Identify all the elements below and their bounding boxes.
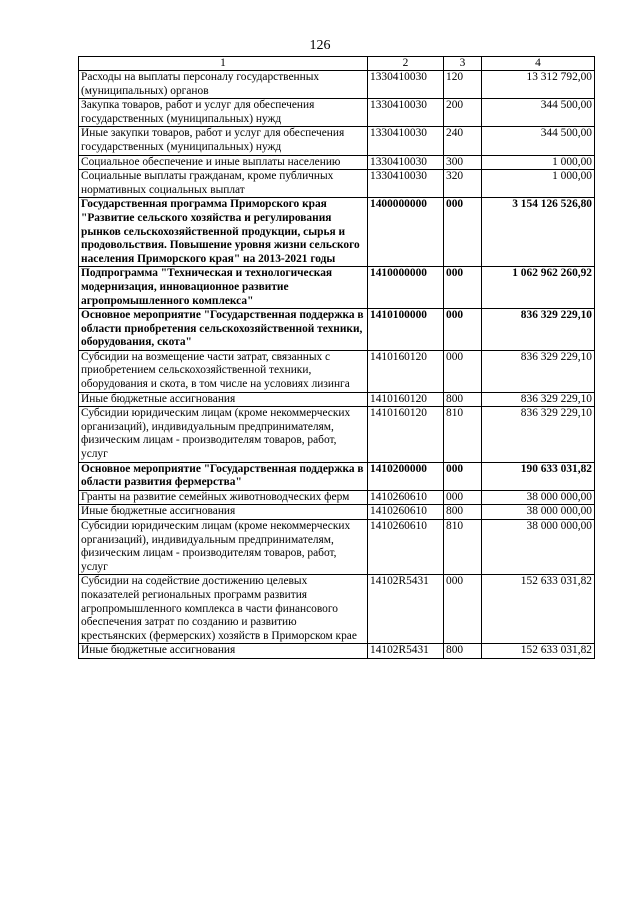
row-name-cell: Гранты на развитие семейных животноводческих ферм xyxy=(79,490,368,505)
row-amount-cell: 1 062 962 260,92 xyxy=(482,267,595,309)
table-row xyxy=(79,392,595,407)
budget-table xyxy=(78,56,595,659)
table-row xyxy=(79,490,595,505)
row-code-cell: 1400000000 xyxy=(368,198,444,267)
row-code-cell: 14102R5431 xyxy=(368,575,444,644)
row-type-cell: 200 xyxy=(444,99,482,127)
table-row xyxy=(79,267,595,309)
row-amount-cell: 836 329 229,10 xyxy=(482,407,595,462)
row-type-cell: 000 xyxy=(444,462,482,490)
row-name-cell: Социальное обеспечение и иные выплаты населению xyxy=(79,155,368,170)
table-row xyxy=(79,71,595,99)
row-amount-cell: 344 500,00 xyxy=(482,99,595,127)
row-name-cell: Иные закупки товаров, работ и услуг для обеспечения государственных (муниципальных) нужд xyxy=(79,127,368,155)
table-row xyxy=(79,350,595,392)
row-amount-cell: 1 000,00 xyxy=(482,170,595,198)
table-row xyxy=(79,462,595,490)
row-type-cell: 120 xyxy=(444,71,482,99)
row-amount-cell: 1 000,00 xyxy=(482,155,595,170)
table-row xyxy=(79,520,595,575)
table-row xyxy=(79,99,595,127)
column-header-4: 4 xyxy=(482,57,595,71)
table-row xyxy=(79,309,595,351)
row-name-cell: Субсидии юридическим лицам (кроме некоммерческих организаций), индивидуальным предпринимателям, физическим лицам - производителям товаров, работ, услуг xyxy=(79,520,368,575)
row-name-cell: Основное мероприятие "Государственная поддержка в области развития фермерства" xyxy=(79,462,368,490)
row-code-cell: 1330410030 xyxy=(368,170,444,198)
row-code-cell: 1330410030 xyxy=(368,99,444,127)
row-code-cell: 14102R5431 xyxy=(368,644,444,659)
row-code-cell: 1410100000 xyxy=(368,309,444,351)
table-row xyxy=(79,170,595,198)
table-row xyxy=(79,644,595,659)
table-row xyxy=(79,407,595,462)
row-amount-cell: 836 329 229,10 xyxy=(482,392,595,407)
row-amount-cell: 152 633 031,82 xyxy=(482,644,595,659)
row-code-cell: 1410200000 xyxy=(368,462,444,490)
row-name-cell: Иные бюджетные ассигнования xyxy=(79,505,368,520)
row-name-cell: Субсидии на содействие достижению целевых показателей региональных программ развития агропромышленного комплекса в части финансового обеспечения затрат по созданию и развитию крестьянских (фермерских) хозяйств в Приморском крае xyxy=(79,575,368,644)
row-amount-cell: 344 500,00 xyxy=(482,127,595,155)
row-amount-cell: 190 633 031,82 xyxy=(482,462,595,490)
row-type-cell: 320 xyxy=(444,170,482,198)
row-amount-cell: 836 329 229,10 xyxy=(482,309,595,351)
row-type-cell: 240 xyxy=(444,127,482,155)
row-name-cell: Субсидии юридическим лицам (кроме некоммерческих организаций), индивидуальным предпринимателям, физическим лицам - производителям товаров, работ, услуг xyxy=(79,407,368,462)
row-amount-cell: 38 000 000,00 xyxy=(482,505,595,520)
row-code-cell: 1410260610 xyxy=(368,520,444,575)
column-header-2: 2 xyxy=(368,57,444,71)
table-row xyxy=(79,575,595,644)
row-amount-cell: 13 312 792,00 xyxy=(482,71,595,99)
table-row xyxy=(79,505,595,520)
row-name-cell: Расходы на выплаты персоналу государственных (муниципальных) органов xyxy=(79,71,368,99)
row-type-cell: 810 xyxy=(444,407,482,462)
row-type-cell: 000 xyxy=(444,350,482,392)
row-type-cell: 000 xyxy=(444,309,482,351)
table-row xyxy=(79,127,595,155)
row-code-cell: 1330410030 xyxy=(368,155,444,170)
row-code-cell: 1410260610 xyxy=(368,505,444,520)
row-code-cell: 1330410030 xyxy=(368,71,444,99)
row-type-cell: 810 xyxy=(444,520,482,575)
row-amount-cell: 152 633 031,82 xyxy=(482,575,595,644)
table-row xyxy=(79,198,595,267)
page-number: 126 xyxy=(309,38,331,53)
row-amount-cell: 836 329 229,10 xyxy=(482,350,595,392)
row-type-cell: 000 xyxy=(444,490,482,505)
row-name-cell: Государственная программа Приморского края "Развитие сельского хозяйства и регулирования рынков сельскохозяйственной продукции, сырья и продовольствия. Повышение уровня жизни сельского населения Приморского края" на 2013-2021 годы xyxy=(79,198,368,267)
row-amount-cell: 38 000 000,00 xyxy=(482,490,595,505)
row-name-cell: Иные бюджетные ассигнования xyxy=(79,392,368,407)
row-code-cell: 1410160120 xyxy=(368,392,444,407)
row-name-cell: Субсидии на возмещение части затрат, связанных с приобретением сельскохозяйственной техники, оборудования и скота, в том числе на условиях лизинга xyxy=(79,350,368,392)
row-code-cell: 1410000000 xyxy=(368,267,444,309)
row-type-cell: 800 xyxy=(444,644,482,659)
row-amount-cell: 38 000 000,00 xyxy=(482,520,595,575)
row-type-cell: 000 xyxy=(444,267,482,309)
row-name-cell: Социальные выплаты гражданам, кроме публичных нормативных социальных выплат xyxy=(79,170,368,198)
row-name-cell: Основное мероприятие "Государственная поддержка в области приобретения сельскохозяйственной техники, оборудования, скота" xyxy=(79,309,368,351)
row-name-cell: Закупка товаров, работ и услуг для обеспечения государственных (муниципальных) нужд xyxy=(79,99,368,127)
row-code-cell: 1410160120 xyxy=(368,407,444,462)
row-code-cell: 1410260610 xyxy=(368,490,444,505)
row-type-cell: 000 xyxy=(444,198,482,267)
row-code-cell: 1330410030 xyxy=(368,127,444,155)
table-row xyxy=(79,155,595,170)
row-amount-cell: 3 154 126 526,80 xyxy=(482,198,595,267)
row-type-cell: 000 xyxy=(444,575,482,644)
column-header-1: 1 xyxy=(79,57,368,71)
row-type-cell: 800 xyxy=(444,505,482,520)
row-code-cell: 1410160120 xyxy=(368,350,444,392)
row-type-cell: 300 xyxy=(444,155,482,170)
table-header-row xyxy=(79,57,595,71)
row-name-cell: Подпрограмма "Техническая и технологическая модернизация, инновационное развитие агропромышленного комплекса" xyxy=(79,267,368,309)
column-header-3: 3 xyxy=(444,57,482,71)
row-type-cell: 800 xyxy=(444,392,482,407)
row-name-cell: Иные бюджетные ассигнования xyxy=(79,644,368,659)
